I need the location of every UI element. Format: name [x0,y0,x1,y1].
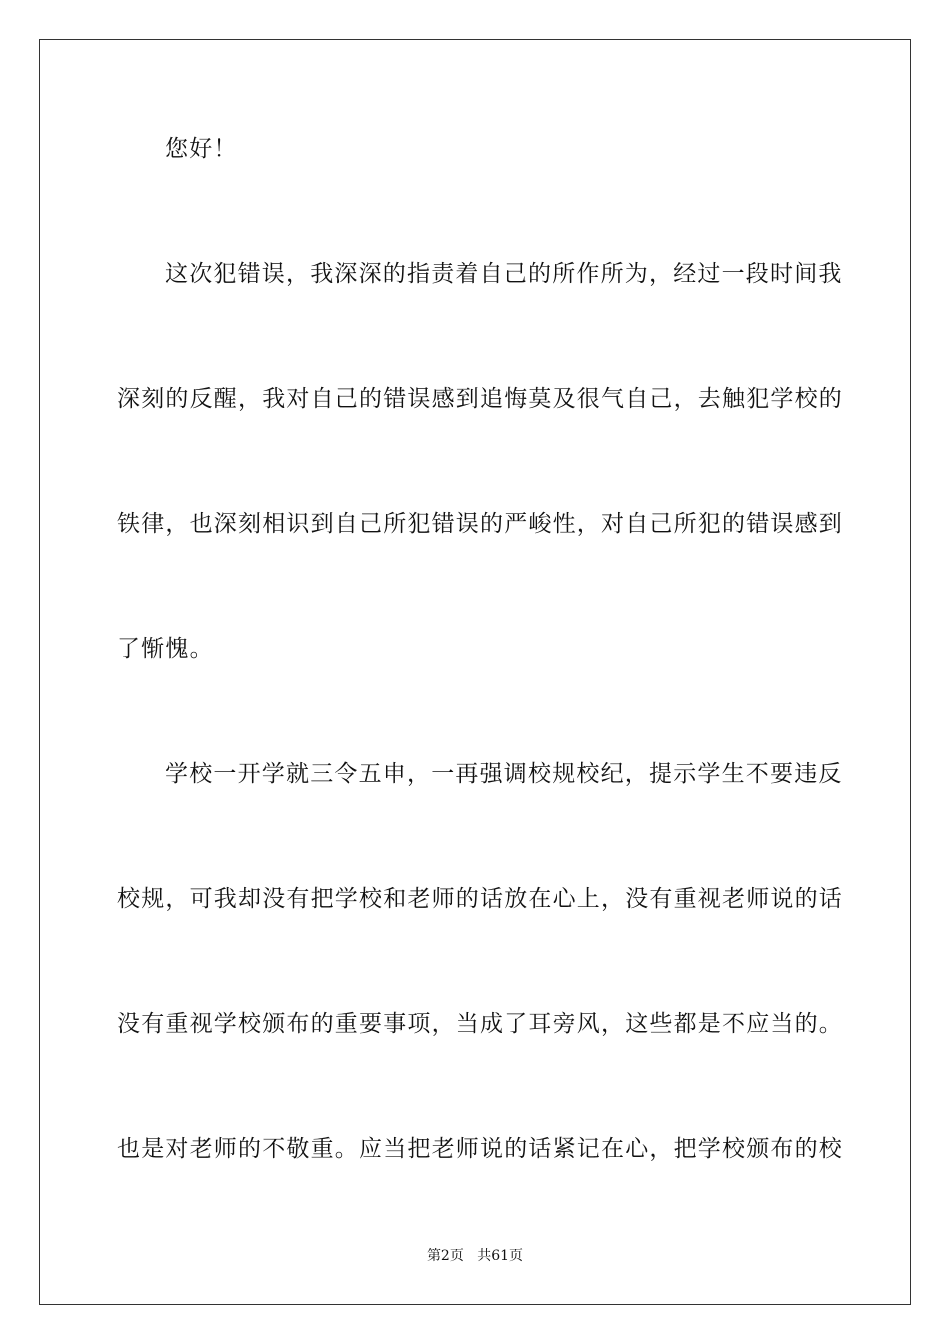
paragraph-line: 没有重视学校颁布的重要事项，当成了耳旁风，这些都是不应当的。 [117,1011,843,1037]
paragraph-line: 铁律，也深刻相识到自己所犯错误的严峻性，对自己所犯的错误感到 [117,511,843,537]
greeting-line: 您好！ [165,136,238,162]
page-number: 第2页 [426,1248,464,1264]
paragraph-line: 校规，可我却没有把学校和老师的话放在心上，没有重视老师说的话 [117,886,843,912]
page-footer [0,1246,950,1266]
paragraph-line: 这次犯错误，我深深的指责着自己的所作所为，经过一段时间我 [165,261,843,287]
page-frame [39,39,911,1305]
paragraph-line: 深刻的反醒，我对自己的错误感到追悔莫及很气自己，去触犯学校的 [117,386,843,412]
page-total: 共61页 [477,1248,524,1264]
paragraph-line: 学校一开学就三令五申，一再强调校规校纪，提示学生不要违反 [165,761,843,787]
paragraph-line: 了惭愧。 [117,636,214,662]
paragraph-line: 也是对老师的不敬重。应当把老师说的话紧记在心，把学校颁布的校 [117,1136,843,1162]
